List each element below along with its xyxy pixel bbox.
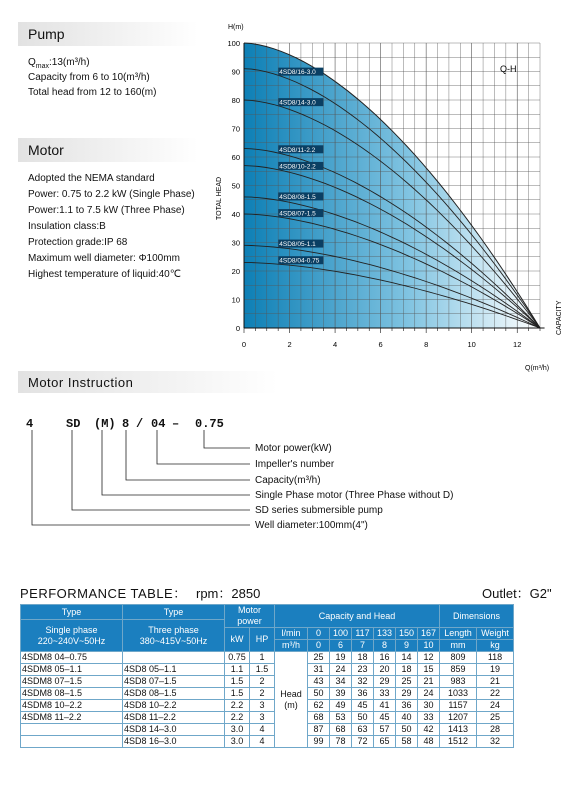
lmin-cell: 167	[418, 628, 440, 640]
code-part-phase: (M)	[94, 417, 116, 431]
header-three-phase	[123, 620, 225, 652]
power-kw: 2.2	[225, 712, 250, 724]
head-value: 34	[330, 676, 352, 688]
y-tick-label: 30	[231, 238, 240, 248]
head-value: 65	[374, 736, 396, 748]
qmax-prefix: Q	[28, 57, 36, 68]
head-value: 43	[308, 676, 330, 688]
head-value: 45	[352, 700, 374, 712]
rpm-label: rpm：2850	[196, 586, 261, 601]
single-phase-model: 4SDM8 10–2.2	[21, 700, 123, 712]
header-single-phase-label: Single phase	[45, 624, 98, 635]
m3h-cell: 6	[330, 640, 352, 652]
three-phase-model: 4SD8 10–2.2	[123, 700, 225, 712]
three-phase-model	[123, 652, 225, 664]
x-tick-label: 4	[332, 340, 338, 349]
m3h-cell: 7	[352, 640, 374, 652]
head-value: 24	[330, 664, 352, 676]
length-mm: 1512	[440, 736, 477, 748]
three-phase-model: 4SD8 07–1.5	[123, 676, 225, 688]
head-value: 50	[352, 712, 374, 724]
length-mm: 859	[440, 664, 477, 676]
code-part-series: SD	[66, 417, 81, 431]
weight-kg: 19	[477, 664, 514, 676]
head-value: 19	[330, 652, 352, 664]
y-tick-label: 90	[231, 67, 240, 77]
head-value: 50	[308, 688, 330, 700]
header-m3h: m³/h	[275, 640, 308, 652]
label-capacity: Capacity(m³/h)	[255, 475, 321, 486]
head-value: 49	[330, 700, 352, 712]
x-tick-label: 2	[287, 340, 292, 349]
power-kw: 1.5	[225, 676, 250, 688]
power-kw: 0.75	[225, 652, 250, 664]
head-value: 24	[418, 688, 440, 700]
length-mm: 1157	[440, 700, 477, 712]
header-dimensions: Dimensions	[440, 605, 514, 628]
pump-capacity: Capacity from 6 to 10(m³/h)	[28, 72, 150, 83]
series-label: 4SD8/14-3.0	[279, 99, 316, 107]
series-label: 4SD8/16-3.0	[279, 69, 316, 77]
motor-spec-line: Insulation class:B	[28, 221, 106, 232]
head-value: 48	[418, 736, 440, 748]
head-value: 99	[308, 736, 330, 748]
header-single-phase-voltage: 220~240V~50Hz	[37, 635, 106, 646]
label-impeller-number: Impeller's number	[255, 459, 335, 470]
motor-spec-line: Power: 0.75 to 2.2 kW (Single Phase)	[28, 189, 195, 200]
three-phase-model: 4SD8 11–2.2	[123, 712, 225, 724]
x-axis-label: Q(m³/h)	[525, 365, 550, 372]
header-capacity-head: Capacity and Head	[275, 605, 440, 628]
head-value: 30	[418, 700, 440, 712]
single-phase-model: 4SDM8 05–1.1	[21, 664, 123, 676]
x-tick-label: 6	[378, 340, 383, 349]
power-kw: 3.0	[225, 724, 250, 736]
power-hp: 3	[250, 712, 275, 724]
header-length: Length	[440, 628, 477, 640]
x-tick-label: 8	[424, 340, 429, 349]
y-tick-label: 50	[231, 181, 240, 191]
y-tick-label: 20	[231, 267, 240, 276]
head-value: 39	[330, 688, 352, 700]
series-label: 4SD8/08-1.5	[279, 193, 316, 201]
m3h-cell: 10	[418, 640, 440, 652]
table-row	[21, 736, 514, 748]
length-mm: 983	[440, 676, 477, 688]
header-motor: Motor	[237, 605, 261, 615]
table-row	[21, 712, 514, 724]
m3h-cell: 8	[374, 640, 396, 652]
series-label: 4SD8/04-0.75	[279, 257, 320, 265]
x-tick-label: 12	[513, 340, 522, 349]
table-row	[21, 688, 514, 700]
head-value: 41	[374, 700, 396, 712]
head-value: 18	[352, 652, 374, 664]
head-value: 15	[418, 664, 440, 676]
header-hp: HP	[250, 628, 275, 652]
head-value: 87	[308, 724, 330, 736]
three-phase-model: 4SD8 08–1.5	[123, 688, 225, 700]
connector-power	[204, 430, 250, 448]
weight-kg: 25	[477, 712, 514, 724]
header-single-phase	[21, 620, 123, 652]
connector-capacity	[126, 430, 250, 480]
y-tick-label: 40	[231, 210, 240, 219]
header-weight: Weight	[477, 628, 514, 640]
header-type-three: Type	[123, 605, 225, 620]
power-hp: 1.5	[250, 664, 275, 676]
y-tick-label: 0	[235, 324, 240, 333]
head-value: 68	[308, 712, 330, 724]
head-value: 40	[396, 712, 418, 724]
x-tick-label: 0	[241, 340, 247, 349]
outlet-label: Outlet：G2"	[482, 586, 552, 601]
length-mm: 1413	[440, 724, 477, 736]
header-type-single: Type	[21, 605, 123, 620]
single-phase-model: 4SDM8 04–0.75	[21, 652, 123, 664]
series-label: 4SD8/11-2.2	[279, 146, 316, 154]
length-mm: 809	[440, 652, 477, 664]
code-part-dash: –	[172, 417, 180, 431]
head-value: 32	[352, 676, 374, 688]
head-value: 42	[418, 724, 440, 736]
single-phase-model	[21, 736, 123, 748]
weight-kg: 118	[477, 652, 514, 664]
performance-table-title: PERFORMANCE TABLE：	[20, 586, 187, 601]
weight-kg: 28	[477, 724, 514, 736]
head-value: 16	[374, 652, 396, 664]
header-three-phase-voltage: 380~415V~50Hz	[139, 635, 208, 646]
head-unit: (m)	[284, 699, 298, 710]
capacity-side-label: CAPACITY	[556, 300, 563, 335]
header-power: power	[237, 616, 262, 626]
length-mm: 1207	[440, 712, 477, 724]
m3h-cell: 0	[308, 640, 330, 652]
y-tick-label: 10	[231, 295, 240, 305]
head-label: Head	[280, 688, 302, 699]
qmax-sub: max	[35, 63, 50, 70]
pump-head: Total head from 12 to 160(m)	[28, 87, 157, 98]
head-value: 33	[374, 688, 396, 700]
head-value: 29	[374, 676, 396, 688]
y-axis-label: TOTAL HEAD	[216, 176, 223, 220]
head-value: 63	[352, 724, 374, 736]
head-value: 14	[396, 652, 418, 664]
label-well-diameter: Well diameter:100mm(4")	[255, 520, 368, 531]
three-phase-model: 4SD8 05–1.1	[123, 664, 225, 676]
power-hp: 3	[250, 700, 275, 712]
y-tick-label: 70	[231, 124, 240, 134]
single-phase-model: 4SDM8 08–1.5	[21, 688, 123, 700]
motor-title: Motor	[28, 142, 64, 158]
connector-phase	[102, 430, 250, 495]
power-hp: 2	[250, 688, 275, 700]
lmin-cell: 117	[352, 628, 374, 640]
header-motor-power	[225, 605, 275, 628]
power-hp: 1	[250, 652, 275, 664]
qh-envelope-label: Q-H	[500, 64, 517, 74]
table-row	[21, 724, 514, 736]
length-mm: 1033	[440, 688, 477, 700]
weight-kg: 22	[477, 688, 514, 700]
head-value: 58	[396, 736, 418, 748]
motor-spec-line: Power:1.1 to 7.5 kW (Three Phase)	[28, 205, 185, 216]
head-value: 57	[374, 724, 396, 736]
motor-spec-line: Protection grade:IP 68	[28, 237, 128, 248]
power-hp: 4	[250, 736, 275, 748]
y-tick-label: 60	[231, 153, 240, 162]
motor-spec-line: Highest temperature of liquid:40℃	[28, 269, 181, 280]
three-phase-model: 4SD8 14–3.0	[123, 724, 225, 736]
pump-title: Pump	[28, 26, 65, 42]
head-value: 53	[330, 712, 352, 724]
y-unit-label: H(m)	[228, 24, 244, 31]
head-value: 29	[396, 688, 418, 700]
connector-series	[72, 430, 250, 510]
head-value: 21	[418, 676, 440, 688]
three-phase-model: 4SD8 16–3.0	[123, 736, 225, 748]
header-three-phase-label: Three phase	[148, 624, 199, 635]
label-motor-power: Motor power(kW)	[255, 443, 332, 454]
qmax-value: :13(m³/h)	[49, 57, 90, 68]
lmin-cell: 0	[308, 628, 330, 640]
series-label: 4SD8/05-1.1	[279, 241, 316, 249]
series-label: 4SD8/10-2.2	[279, 163, 316, 171]
head-value: 78	[330, 736, 352, 748]
header-lmin: l/min	[275, 628, 308, 640]
head-value: 23	[352, 664, 374, 676]
power-kw: 1.1	[225, 664, 250, 676]
head-value: 12	[418, 652, 440, 664]
lmin-cell: 150	[396, 628, 418, 640]
weight-kg: 21	[477, 676, 514, 688]
y-tick-label: 80	[231, 96, 240, 105]
head-value: 33	[418, 712, 440, 724]
performance-table	[20, 604, 514, 748]
head-value: 31	[308, 664, 330, 676]
connector-impeller	[157, 430, 250, 464]
head-value: 25	[308, 652, 330, 664]
power-kw: 2.2	[225, 700, 250, 712]
table-row	[21, 652, 514, 664]
power-kw: 1.5	[225, 688, 250, 700]
motor-spec-line: Adopted the NEMA standard	[28, 173, 155, 184]
series-label: 4SD8/07-1.5	[279, 210, 316, 218]
lmin-cell: 133	[374, 628, 396, 640]
head-value: 45	[374, 712, 396, 724]
single-phase-model: 4SDM8 07–1.5	[21, 676, 123, 688]
head-value: 36	[396, 700, 418, 712]
single-phase-model: 4SDM8 11–2.2	[21, 712, 123, 724]
head-value: 18	[396, 664, 418, 676]
table-row	[21, 676, 514, 688]
table-header-row	[21, 605, 514, 620]
power-kw: 3.0	[225, 736, 250, 748]
motor-spec-line: Maximum well diameter: Φ100mm	[28, 253, 180, 264]
code-part-impellers: 04	[151, 417, 166, 431]
header-kg: kg	[477, 640, 514, 652]
head-value: 25	[396, 676, 418, 688]
header-kw: kW	[225, 628, 250, 652]
header-mm: mm	[440, 640, 477, 652]
x-tick-label: 10	[467, 340, 476, 349]
code-part-slash: /	[136, 417, 144, 431]
code-part-diameter: 4	[26, 417, 34, 431]
head-value: 20	[374, 664, 396, 676]
weight-kg: 24	[477, 700, 514, 712]
head-label-cell	[275, 652, 308, 748]
lmin-cell: 100	[330, 628, 352, 640]
code-part-power: 0.75	[195, 417, 224, 431]
pump-curve-chart	[218, 20, 570, 375]
m3h-cell: 9	[396, 640, 418, 652]
table-row	[21, 664, 514, 676]
connector-diameter	[32, 430, 250, 525]
y-tick-label: 100	[227, 39, 240, 48]
head-value: 62	[308, 700, 330, 712]
code-part-capacity: 8	[122, 417, 130, 431]
weight-kg: 32	[477, 736, 514, 748]
label-phase: Single Phase motor (Three Phase without D)	[255, 490, 454, 501]
power-hp: 4	[250, 724, 275, 736]
instruction-title: Motor Instruction	[28, 375, 134, 390]
single-phase-model	[21, 724, 123, 736]
label-series: SD series submersible pump	[255, 505, 383, 516]
power-hp: 2	[250, 676, 275, 688]
head-value: 50	[396, 724, 418, 736]
head-value: 68	[330, 724, 352, 736]
head-value: 72	[352, 736, 374, 748]
table-row	[21, 700, 514, 712]
head-value: 36	[352, 688, 374, 700]
